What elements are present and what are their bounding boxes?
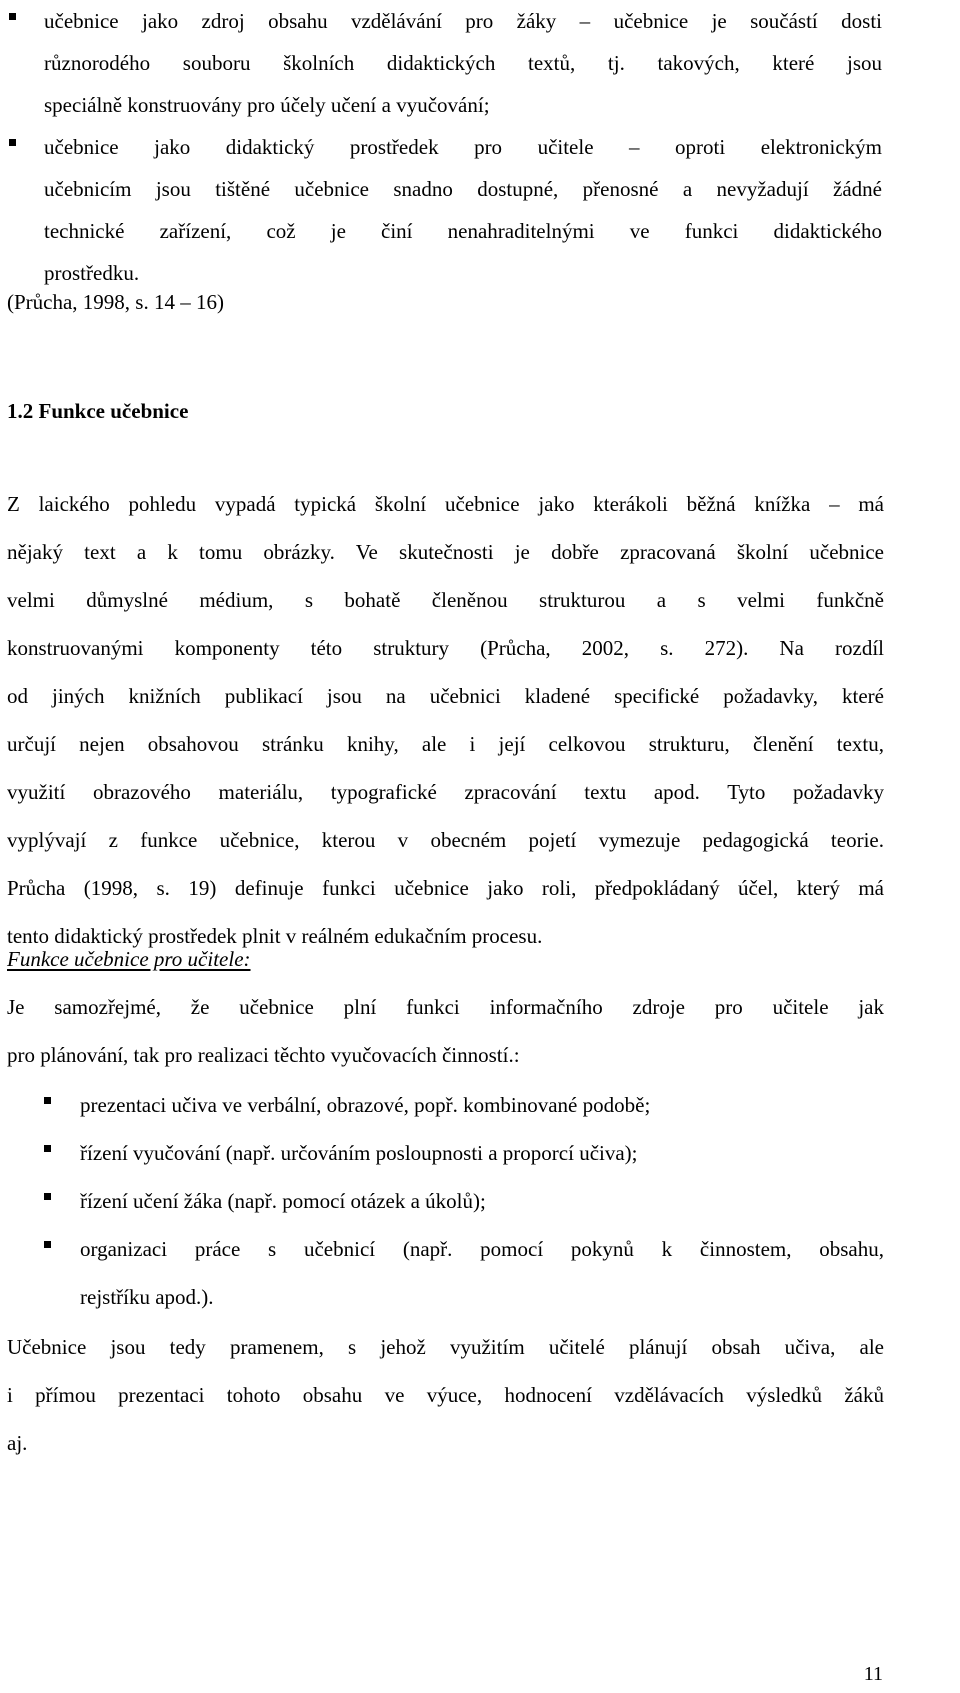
list-item — [0, 1225, 884, 1321]
paragraph-line: aj. — [7, 1431, 28, 1455]
list-item-line: řízení vyučování (např. určováním posloupnosti a proporcí učiva); — [80, 1141, 638, 1165]
paragraph-line: využití obrazového materiálu, typografické zpracování textu apod. Tyto požadavky — [7, 780, 884, 804]
list-item-line: prezentaci učiva ve verbální, obrazové, popř. kombinované podobě; — [80, 1093, 651, 1117]
textbook-role-list — [0, 0, 960, 294]
list-item — [0, 1177, 884, 1225]
paragraph-line: Učebnice jsou tedy pramenem, s jehož využitím učitelé plánují obsah učiva, ale — [7, 1335, 884, 1359]
page-number: 11 — [863, 1663, 883, 1685]
list-item-line: rejstříku apod.). — [80, 1285, 214, 1309]
paragraph-line: velmi důmyslné médium, s bohatě členěnou strukturou a s velmi funkčně — [7, 588, 884, 612]
paragraph-line: nějaký text a k tomu obrázky. Ve skutečnosti je dobře zpracovaná školní učebnice — [7, 540, 884, 564]
square-bullet-icon — [44, 1193, 51, 1200]
paragraph-line: pro plánování, tak pro realizaci těchto vyučovacích činností.: — [7, 1043, 520, 1067]
list-item-line: řízení učení žáka (např. pomocí otázek a úkolů); — [80, 1189, 486, 1213]
paragraph-line: Průcha (1998, s. 19) definuje funkci učebnice jako roli, předpokládaný účel, který má — [7, 876, 884, 900]
square-bullet-icon — [44, 1241, 51, 1248]
paragraph-line: Z laického pohledu vypadá typická školní učebnice jako kterákoli běžná knížka – má — [7, 492, 884, 516]
square-bullet-icon — [44, 1145, 51, 1152]
subheading-teacher-functions: Funkce učebnice pro učitele: — [7, 947, 251, 971]
paragraph-summary — [7, 1323, 884, 1467]
square-bullet-icon — [44, 1097, 51, 1104]
list-item-line: technické zařízení, což je činí nenahraditelnými ve funkci didaktického — [44, 219, 882, 243]
paragraph-line: i přímou prezentaci tohoto obsahu ve výuce, hodnocení vzdělávacích výsledků žáků — [7, 1383, 884, 1407]
paragraph-intro — [7, 480, 884, 960]
list-item-line: učebnicím jsou tištěné učebnice snadno dostupné, přenosné a nevyžadují žádné — [44, 177, 882, 201]
list-item-line: organizaci práce s učebnicí (např. pomocí pokynů k činnostem, obsahu, — [80, 1237, 884, 1261]
list-item-line: prostředku. — [44, 261, 140, 285]
list-item-line: různorodého souboru školních didaktických textů, tj. takových, které jsou — [44, 51, 882, 75]
square-bullet-icon — [9, 13, 16, 20]
list-item — [0, 126, 882, 294]
paragraph-line: tento didaktický prostředek plnit v reálném edukačním procesu. — [7, 924, 543, 948]
list-item-line: speciálně konstruovány pro účely učení a vyučování; — [44, 93, 490, 117]
list-item — [0, 1129, 884, 1177]
list-item-line: učebnice jako didaktický prostředek pro učitele – oproti elektronickým — [44, 135, 882, 159]
paragraph-line: Je samozřejmé, že učebnice plní funkci informačního zdroje pro učitele jak — [7, 995, 884, 1019]
paragraph-line: konstruovanými komponenty této struktury (Průcha, 2002, s. 272). Na rozdíl — [7, 636, 884, 660]
citation: (Průcha, 1998, s. 14 – 16) — [7, 290, 224, 314]
paragraph-line: od jiných knižních publikací jsou na učebnici kladené specifické požadavky, které — [7, 684, 884, 708]
square-bullet-icon — [9, 139, 16, 146]
list-item-line: učebnice jako zdroj obsahu vzdělávání pro žáky – učebnice je součástí dosti — [44, 9, 882, 33]
paragraph-line: vyplývají z funkce učebnice, kterou v obecném pojetí vymezuje pedagogická teorie. — [7, 828, 884, 852]
section-heading: 1.2 Funkce učebnice — [7, 399, 189, 423]
paragraph-line: určují nejen obsahovou stránku knihy, ale i její celkovou strukturu, členění textu, — [7, 732, 884, 756]
list-item — [0, 1081, 884, 1129]
teacher-functions-list — [0, 1081, 960, 1321]
list-item — [0, 0, 882, 126]
paragraph-teacher — [7, 983, 884, 1079]
